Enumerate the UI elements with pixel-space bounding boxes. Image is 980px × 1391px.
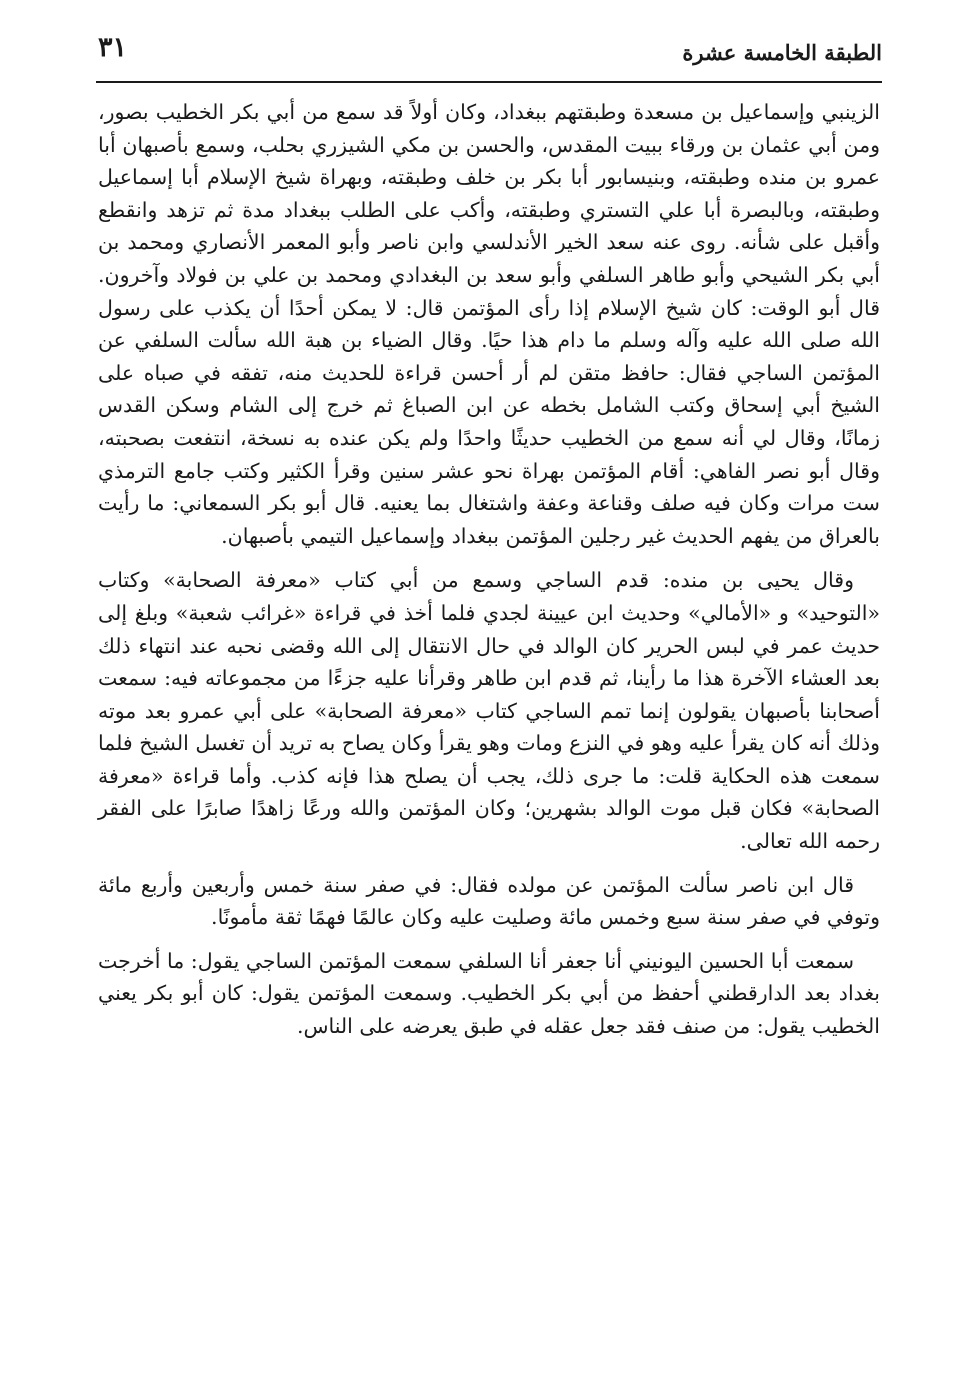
paragraph: وقال يحيى بن منده: قدم الساجي وسمع من أبي كتاب «معرفة الصحابة» وكتاب «التوحيد» و «الأمالي» وحديث ابن عيينة لجدي فلما أخذ في قراءة «غرائب شعبة» وبلغ إلى حديث عمر في لبس الحرير كان الوالد في حال الانتقال إلى الله وقضى نحبه عند انتهاء ذلك بعد العشاء الآخرة هذا ما رأينا، ثم قدم ابن طاهر وقرأنا عليه جزءًا من مجموعاته فيه: سمعت أصحابنا بأصبهان يقولون إنما تمم الساجي كتاب «معرفة الصحابة» على أبي عمرو بعد موته وذلك أنه كان يقرأ عليه وهو في النزع ومات وهو يقرأ وكان يصاح به تريد أن تغسل الشيخ فلما سمعت هذه الحكاية قلت: ما جرى ذلك، يجب أن يصلح هذا فإنه كذب. وأما قراءة «معرفة الصحابة» فكان قبل موت الوالد بشهرين؛ وكان المؤتمن والله ورعًا زاهدًا صابرًا على الفقر رحمه الله تعالى. xyxy=(98,568,880,854)
running-title: الطبقة الخامسة عشرة xyxy=(682,40,882,65)
paragraph: قال ابن ناصر سألت المؤتمن عن مولده فقال: في صفر سنة خمس وأربعين وأربع مائة وتوفي في صفر سنة سبع وخمس مائة وصليت عليه وكان عالمًا فهمًا ثقة مأمونًا. xyxy=(98,872,880,930)
page-number: ٣١ xyxy=(98,32,128,63)
paragraph: الزينبي وإسماعيل بن مسعدة وطبقتهم ببغداد، وكان أولاً قد سمع من أبي بكر الخطيب بصور، ومن أبي عثمان بن ورقاء ببيت المقدس، والحسن بن مكي الشيزري بحلب، وسمع بأصبهان أبا عمرو بن منده وطبقته، وبنيسابور أبا بكر بن خلف وطبقته، وبهراة شيخ الإسلام أبا إسماعيل وطبقته، وبالبصرة أبا علي التستري وطبقته، وأكب على الطلب ببغداد مدة ثم تزهد وانقطع وأقبل على شأنه. روى عنه سعد الخير الأندلسي وابن ناصر وأبو المعمر الأنصاري ومحمد بن أبي بكر الشيحي وأبو طاهر السلفي وأبو سعد بن البغدادي ومحمد بن علي بن فولاد وآخرون. قال أبو الوقت: كان شيخ الإسلام إذا رأى المؤتمن قال: لا يمكن أحدًا أن يكذب على رسول الله صلى الله عليه وآله وسلم ما دام هذا حيًا. وقال الضياء بن هبة الله سألت السلفي عن المؤتمن الساجي فقال: حافظ متقن لم أر أحسن قراءة للحديث منه، تفقه في صباه على الشيخ أبي إسحاق وكتب الشامل بخطه عن ابن الصباغ ثم خرج إلى الشام وسكن القدس زمانًا، وقال لي أنه سمع من الخطيب حديثًا واحدًا ولم يكن عنده به نسخة، انتفعت بصحبته، وقال أبو نصر الفاهي: أقام المؤتمن بهراة نحو عشر سنين وقرأ الكثير وكتب جامع الترمذي ست مرات وكان فيه صلف وقناعة وعفة واشتغال بما يعنيه. قال أبو بكر السمعاني: ما رأيت بالعراق من يفهم الحديث غير رجلين المؤتمن ببغداد وإسماعيل التيمي بأصبهان. xyxy=(98,100,880,548)
body-text xyxy=(98,96,880,1043)
paragraph: سمعت أبا الحسين اليونيني أنا جعفر أنا السلفي سمعت المؤتمن الساجي يقول: ما أخرجت بغداد بعد الدارقطني أحفظ من أبي بكر الخطيب. وسمعت المؤتمن يقول: كان أبو بكر يعني الخطيب يقول: من صنف فقد جعل عقله في طبق يعرضه على الناس. xyxy=(98,948,880,1039)
header-divider xyxy=(96,81,882,83)
page-header xyxy=(96,30,882,80)
